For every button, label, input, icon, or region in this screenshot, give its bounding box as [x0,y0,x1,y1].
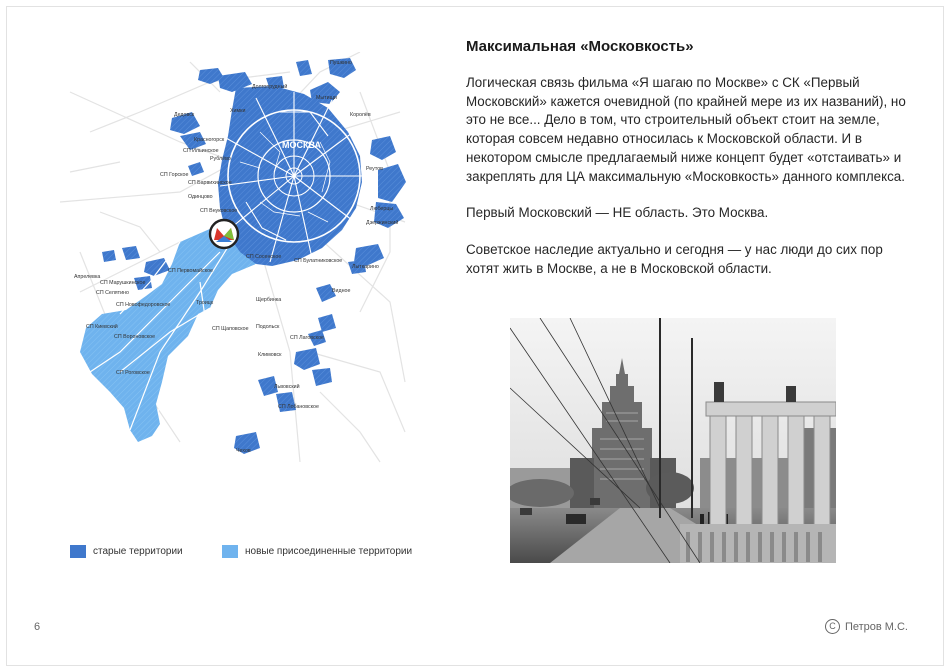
map-label: СП Киевский [86,324,118,330]
legend-item-new [222,545,412,558]
map-label: Рублёво [210,156,231,162]
map-label: Люберцы [370,206,394,212]
map-label: Мытищи [316,95,337,101]
map-label: СП Селятино [96,290,129,296]
legend-label-old: старые территории [93,546,183,557]
map-label: Видное [332,288,351,294]
article [466,38,916,296]
map-label: СП Ильинское [183,148,219,154]
map-label: Климовск [258,352,282,358]
paragraph-intro: Логическая связь фильма «Я шагаю по Москве» с СК «Первый Московский» кажется очевидной (по крайней мере из их названий), но это не все... Дело в том, что строительный объект стоит на земле, которая совсем недавно относилась к Московской области. И в некотором смысле предлагаемый ниже концепт будет «отстаивать» и закреплять для ЦА максимальную «Московкость» данного комплекса. [466,75,906,184]
new-territory-swatch [222,545,238,558]
map-label: Троицк [196,300,214,306]
map-label: СП Марушкинское [100,280,146,286]
map-label: Щербинка [256,297,282,303]
map-label: СП Лаговское [290,335,324,341]
map-label: Реутов [366,166,383,172]
map-label: Пушкино [330,60,352,66]
map-label: СП Роговское [116,370,150,376]
map-label: Дедовск [174,112,195,118]
map-label: СП Булатниковское [294,258,343,264]
paragraph-statement: Первый Московский — НЕ область. Это Москва. [466,205,769,221]
site-marker-icon [210,220,238,248]
copyright-author: Петров М.С. [844,620,908,633]
map-label: СП Барвихинское [188,180,232,186]
copyright-icon: C [825,619,840,634]
map-label: СП Лобановское [278,404,319,410]
map-label: Чехов [236,448,251,454]
map-label: Химки [230,108,246,114]
map-city-label: МОСКВА [282,140,322,150]
map-label: СП Сосенское [246,254,282,260]
map-label: СП Новофедоровское [116,302,171,308]
map-label: СП Первомайское [168,268,213,274]
page-title: Максимальная «Московкость» [466,38,694,55]
map-label: Красногорск [194,137,225,143]
legend-label-new: новые присоединенные территории [245,546,413,557]
old-territory-swatch [70,545,86,558]
map-label: Долгопрудный [252,84,288,90]
legend-item-old [70,545,183,558]
map-label: Львовский [274,384,300,390]
map-label: Королёв [350,112,371,118]
map-label: СП Горское [160,172,189,178]
moscow-territory-map [60,52,410,467]
map-label: СП Вороновское [114,334,156,340]
copyright [825,619,908,634]
map-label: Одинцово [188,194,213,200]
paragraph-heritage: Советское наследие актуально и сегодня — у нас люди до сих пор хотят жить в Москве, а не в Московской области. [466,241,883,276]
map-label: Апрелевка [74,274,101,280]
map-label: Подольск [256,324,280,330]
map-label: Лыткарино [352,264,379,270]
archival-photo [510,318,836,563]
map-label: Дзержинский [366,220,399,226]
map-label: СП Внуковское [200,208,238,214]
map-label: СП Щаповское [212,326,249,332]
page-number: 6 [34,621,41,633]
